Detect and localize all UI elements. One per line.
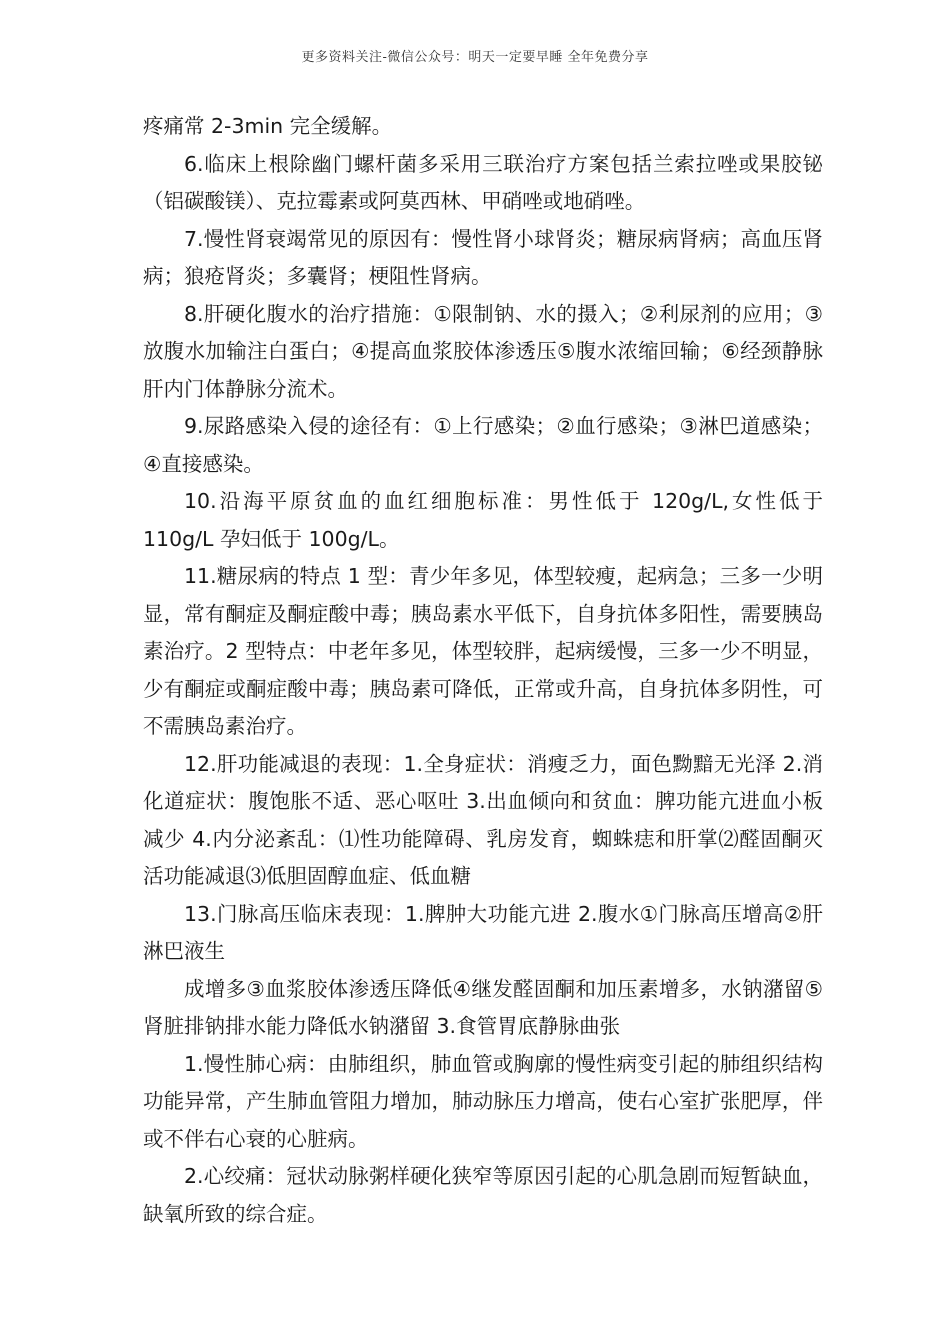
page-header: 更多资料关注-微信公众号：明天一定要早睡 全年免费分享 xyxy=(301,50,649,65)
paragraph: 成增多③血浆胶体渗透压降低④继发醛固酮和加压素增多，水钠潴留⑤肾脏排钠排水能力降低水钠潴留 3.食管胃底静脉曲张 xyxy=(143,976,823,1038)
paragraph: 疼痛常 2-3min 完全缓解。 xyxy=(143,114,393,138)
paragraph: 8.肝硬化腹水的治疗措施：①限制钠、水的摄入；②利尿剂的应用；③放腹水加输注白蛋白；④提高血浆胶体渗透压⑤腹水浓缩回输；⑥经颈静脉肝内门体静脉分流术。 xyxy=(143,301,823,401)
paragraph: 11.糖尿病的特点 1 型：青少年多见，体型较瘦，起病急；三多一少明显，常有酮症及酮症酸中毒；胰岛素水平低下，自身抗体多阳性，需要胰岛素治疗。2 型特点：中老年多见，体型较胖，起病缓慢，三多一少不明显，少有酮症或酮症酸中毒；胰岛素可降低，正常或升高，自身抗体多阴性，可不需胰岛素治疗。 xyxy=(143,564,823,738)
document-body xyxy=(143,108,823,1233)
paragraph: 7.慢性肾衰竭常见的原因有：慢性肾小球肾炎；糖尿病肾病；高血压肾病；狼疮肾炎；多囊肾；梗阻性肾病。 xyxy=(143,226,823,288)
paragraph: 12.肝功能减退的表现：1.全身症状：消瘦乏力，面色黝黯无光泽 2.消化道症状：腹饱胀不适、恶心呕吐 3.出血倾向和贫血：脾功能亢进血小板减少 4.内分泌紊乱：⑴性功能障碍、乳房发育，蜘蛛痣和肝掌⑵醛固酮灭活功能减退⑶低胆固醇血症、低血糖 xyxy=(143,751,823,888)
paragraph: 10.沿海平原贫血的血红细胞标准：男性低于 120g/L,女性低于 110g/L 孕妇低于 100g/L。 xyxy=(143,489,823,551)
paragraph: 13.门脉高压临床表现：1.脾肿大功能亢进 2.腹水①门脉高压增高②肝淋巴液生 xyxy=(143,901,823,963)
paragraph: 2.心绞痛：冠状动脉粥样硬化狭窄等原因引起的心肌急剧而短暂缺血，缺氧所致的综合症。 xyxy=(143,1164,823,1226)
paragraph: 1.慢性肺心病：由肺组织，肺血管或胸廓的慢性病变引起的肺组织结构功能异常，产生肺血管阻力增加，肺动脉压力增高，使右心室扩张肥厚，伴或不伴右心衰的心脏病。 xyxy=(143,1051,823,1151)
paragraph: 9.尿路感染入侵的途径有：①上行感染；②血行感染；③淋巴道感染；④直接感染。 xyxy=(143,414,823,476)
paragraph: 6.临床上根除幽门螺杆菌多采用三联治疗方案包括兰索拉唑或果胶铋（铝碳酸镁）、克拉霉素或阿莫西林、甲硝唑或地硝唑。 xyxy=(143,151,823,213)
